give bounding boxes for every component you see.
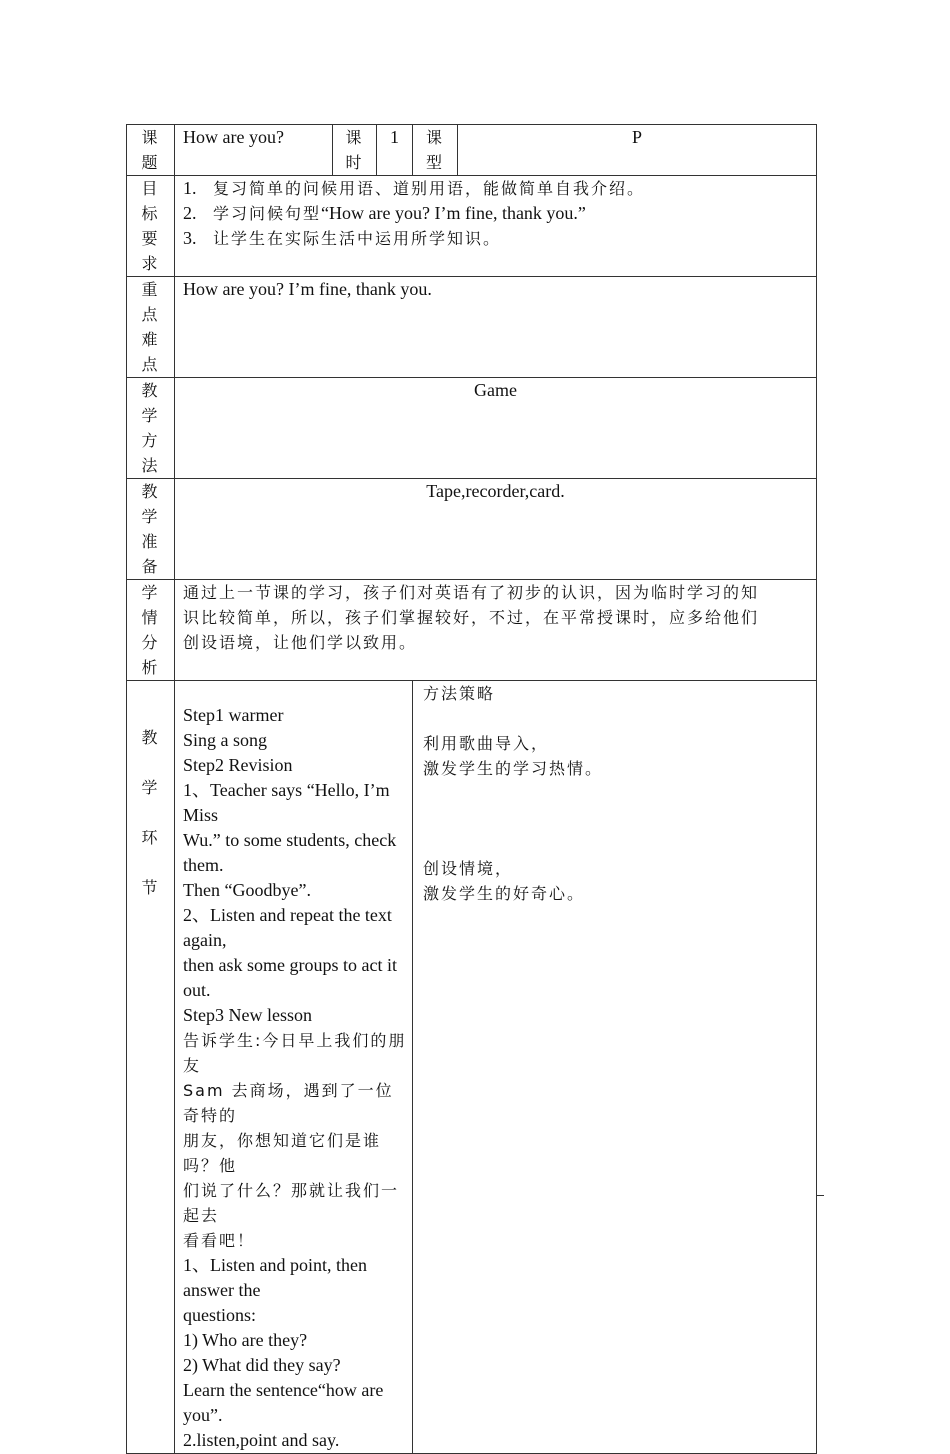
- method-row: [127, 378, 817, 479]
- lesson-plan-table: [126, 124, 817, 1454]
- goals-label: 目 标 要 求: [127, 176, 175, 277]
- type-label: 课 型: [413, 125, 458, 176]
- steps-row: [127, 681, 817, 1454]
- analysis-label: 学 情 分 析: [127, 580, 175, 681]
- goals-row: [127, 176, 817, 277]
- preparation-label: 教 学 准 备: [127, 479, 175, 580]
- key-points-label: 重 点 难 点: [127, 277, 175, 378]
- steps-content: Step1 warmer Sing a song Step2 Revision 1、Teacher says “Hello, I’m Miss Wu.” to some students, check them. Then “Goodbye”. 2、Listen and repeat the text again, then ask some groups to act it out. Step3 New lesson 告诉学生:今日早上我们的朋友 Sam 去商场，遇到了一位奇特的 朋友，你想知道它们是谁吗？他 们说了什么？那就让我们一起去 看看吧！ 1、Listen and point, then answer the questions: 1) Who are they? 2) What did they say? Learn the sentence“how are you”. 2.listen,point and say.: [175, 681, 413, 1454]
- strategy-content: 方法策略 利用歌曲导入， 激发学生的学习热情。 创设情境， 激发学生的好奇心。: [413, 681, 817, 1454]
- period-label: 课 时: [333, 125, 377, 176]
- method-label: 教 学 方 法: [127, 378, 175, 479]
- strategy-title: 方法策略: [423, 684, 496, 703]
- key-points-text: How are you? I’m fine, thank you.: [175, 277, 817, 378]
- goal-item: 3. 让学生在实际生活中运用所学知识。: [183, 228, 502, 248]
- period-value: 1: [377, 125, 413, 176]
- goal-item: 1. 复习简单的问候用语、道别用语，能做简单自我介绍。: [183, 178, 646, 198]
- key-points-row: [127, 277, 817, 378]
- table-edge-mark: [816, 1195, 824, 1196]
- header-row: [127, 125, 817, 176]
- goals-content: [175, 176, 817, 277]
- steps-label: 教 学 环 节: [127, 681, 175, 1454]
- topic-value: How are you?: [175, 125, 333, 176]
- method-text: Game: [175, 378, 817, 479]
- type-value: P: [458, 125, 817, 176]
- analysis-row: [127, 580, 817, 681]
- topic-label: 课 题: [127, 125, 175, 176]
- analysis-text: 通过上一节课的学习，孩子们对英语有了初步的认识，因为临时学习的知 识比较简单，所以，孩子们掌握较好，不过，在平常授课时，应多给他们 创设语境，让他们学以致用。: [175, 580, 817, 681]
- preparation-row: [127, 479, 817, 580]
- preparation-text: Tape,recorder,card.: [175, 479, 817, 580]
- goal-item: 2. 学习问候句型“How are you? I’m fine, thank you.”: [183, 203, 586, 223]
